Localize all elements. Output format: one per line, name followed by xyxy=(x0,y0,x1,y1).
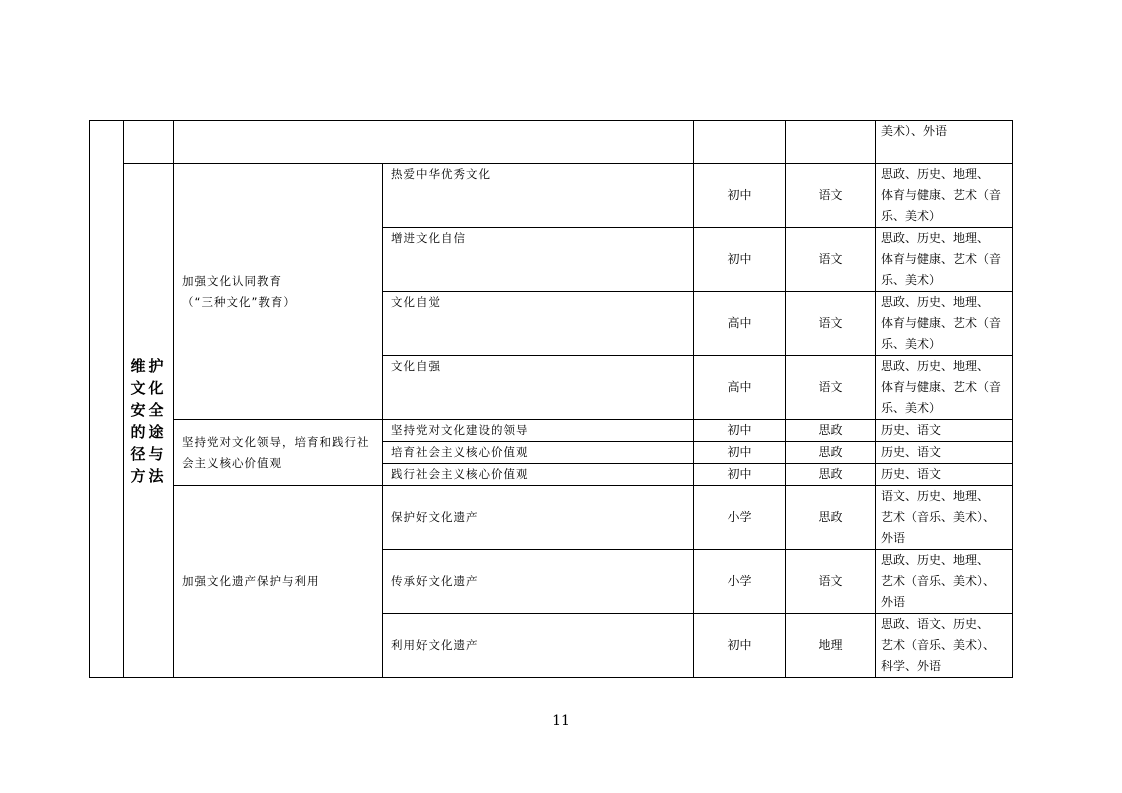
topic-cell xyxy=(174,164,383,420)
content-cell: 培育社会主义核心价值观 xyxy=(383,442,694,464)
subjects-cell: 美术）、外语 xyxy=(876,121,1013,164)
category-cell xyxy=(124,164,174,678)
subjects-cell xyxy=(876,614,1013,678)
stage-cell: 初中 xyxy=(694,614,786,678)
content-cell: 践行社会主义核心价值观 xyxy=(383,464,694,486)
curriculum-table xyxy=(89,120,1013,678)
stage-cell: 高中 xyxy=(694,356,786,420)
continuation-row xyxy=(90,121,1013,164)
subjects-line: 思政、历史、地理、 xyxy=(881,295,990,309)
content-cell: 传承好文化遗产 xyxy=(383,550,694,614)
blank-cell xyxy=(694,121,786,164)
subjects-cell xyxy=(876,292,1013,356)
subjects-cell xyxy=(876,486,1013,550)
topic-cell xyxy=(174,420,383,486)
topic-line: （“三种文化”教育） xyxy=(182,294,296,309)
subjects-line: 思政、历史、地理、 xyxy=(881,167,990,181)
outer-blank-cell xyxy=(90,121,124,678)
subjects-line: 体育与健康、艺术（音 xyxy=(881,188,1002,202)
subjects-line: 艺术（音乐、美术）、 xyxy=(881,638,996,652)
carrier-cell: 语文 xyxy=(786,550,876,614)
stage-cell: 初中 xyxy=(694,164,786,228)
subjects-cell xyxy=(876,164,1013,228)
content-cell: 热爱中华优秀文化 xyxy=(383,164,694,228)
stage-cell: 初中 xyxy=(694,420,786,442)
subjects-line: 艺术（音乐、美术）、 xyxy=(881,574,996,588)
content-cell: 保护好文化遗产 xyxy=(383,486,694,550)
stage-cell: 小学 xyxy=(694,550,786,614)
carrier-cell: 思政 xyxy=(786,486,876,550)
category-line: 的途 xyxy=(130,422,167,441)
category-line: 方法 xyxy=(130,466,167,485)
topic-line: 加强文化遗产保护与利用 xyxy=(182,574,320,588)
carrier-cell: 思政 xyxy=(786,420,876,442)
subjects-line: 科学、外语 xyxy=(881,659,942,673)
carrier-cell: 语文 xyxy=(786,356,876,420)
blank-cell xyxy=(786,121,876,164)
carrier-cell: 语文 xyxy=(786,164,876,228)
subjects-line: 体育与健康、艺术（音 xyxy=(881,380,1002,394)
topic-line: 会主义核心价值观 xyxy=(182,455,282,470)
stage-cell: 小学 xyxy=(694,486,786,550)
subjects-line: 思政、历史、地理、 xyxy=(881,553,990,567)
table-row xyxy=(90,486,1013,550)
page-number: 11 xyxy=(552,713,570,729)
subjects-line: 乐、美术） xyxy=(881,209,942,223)
table-row xyxy=(90,420,1013,442)
category-line: 文化 xyxy=(130,378,167,397)
subjects-cell xyxy=(876,228,1013,292)
subjects-line: 艺术（音乐、美术）、 xyxy=(881,510,996,524)
category-line: 径与 xyxy=(130,444,167,463)
content-cell: 坚持党对文化建设的领导 xyxy=(383,420,694,442)
subjects-line: 外语 xyxy=(881,531,906,545)
subjects-line: 语文、历史、地理、 xyxy=(881,489,990,503)
carrier-cell: 语文 xyxy=(786,228,876,292)
subjects-line: 思政、语文、历史、 xyxy=(881,617,990,631)
subjects-cell: 历史、语文 xyxy=(876,420,1013,442)
subjects-line: 乐、美术） xyxy=(881,273,942,287)
stage-cell: 初中 xyxy=(694,464,786,486)
subjects-cell: 历史、语文 xyxy=(876,442,1013,464)
subjects-line: 思政、历史、地理、 xyxy=(881,359,990,373)
stage-cell: 高中 xyxy=(694,292,786,356)
content-cell: 利用好文化遗产 xyxy=(383,614,694,678)
subjects-cell xyxy=(876,550,1013,614)
carrier-cell: 地理 xyxy=(786,614,876,678)
topic-line: 加强文化认同教育 xyxy=(182,273,282,288)
subjects-line: 体育与健康、艺术（音 xyxy=(881,316,1002,330)
stage-cell: 初中 xyxy=(694,228,786,292)
topic-line: 坚持党对文化领导，培育和践行社 xyxy=(182,434,370,449)
carrier-cell: 思政 xyxy=(786,442,876,464)
subjects-line: 体育与健康、艺术（音 xyxy=(881,252,1002,266)
stage-cell: 初中 xyxy=(694,442,786,464)
blank-cell xyxy=(174,121,694,164)
topic-cell xyxy=(174,486,383,678)
content-cell: 文化自觉 xyxy=(383,292,694,356)
subjects-line: 乐、美术） xyxy=(881,401,942,415)
blank-cell xyxy=(124,121,174,164)
table-row xyxy=(90,164,1013,228)
category-line: 维护 xyxy=(130,356,167,375)
subjects-line: 思政、历史、地理、 xyxy=(881,231,990,245)
content-cell: 文化自强 xyxy=(383,356,694,420)
carrier-cell: 语文 xyxy=(786,292,876,356)
subjects-cell: 历史、语文 xyxy=(876,464,1013,486)
category-line: 安全 xyxy=(130,400,167,419)
subjects-cell xyxy=(876,356,1013,420)
content-cell: 增进文化自信 xyxy=(383,228,694,292)
carrier-cell: 思政 xyxy=(786,464,876,486)
subjects-line: 外语 xyxy=(881,595,906,609)
subjects-line: 乐、美术） xyxy=(881,337,942,351)
